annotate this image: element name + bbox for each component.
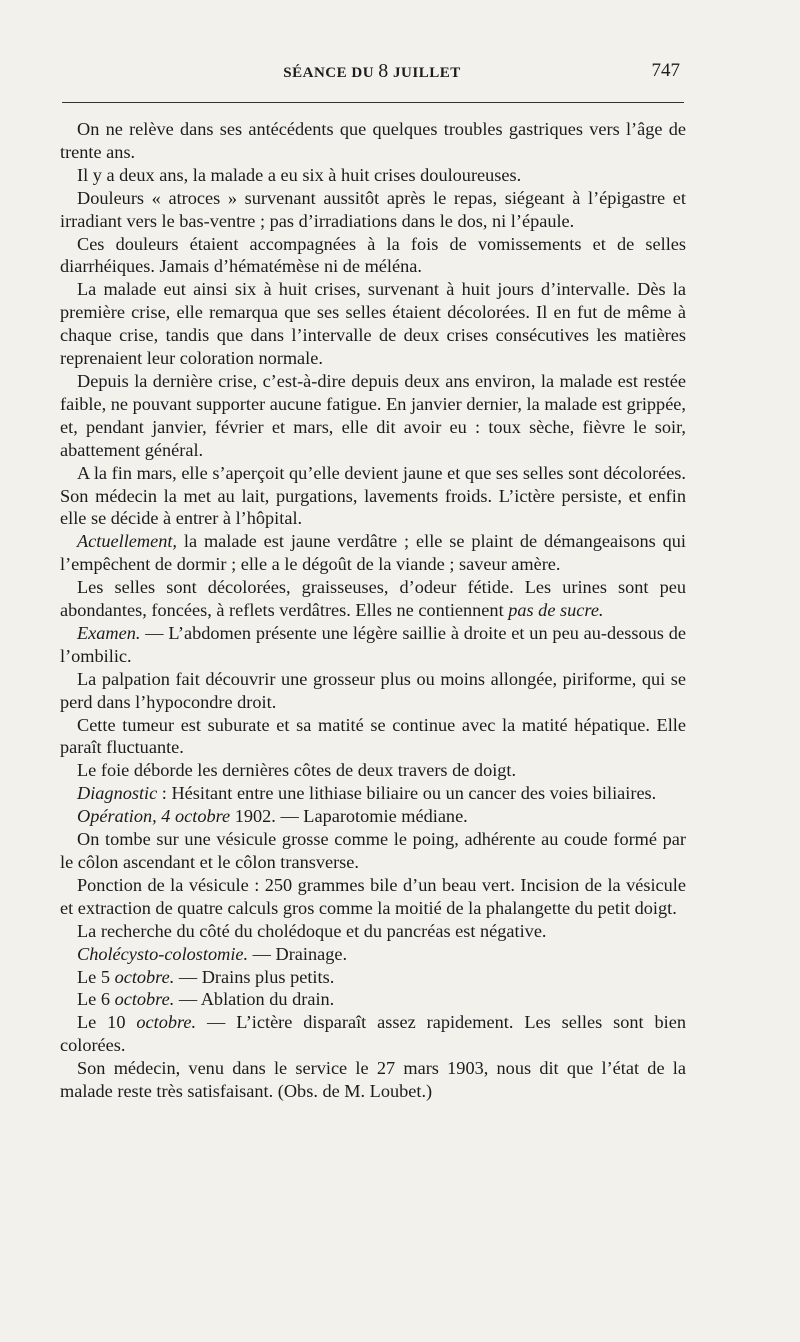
- paragraph: Actuellement, la malade est jaune verdâtre ; elle se plaint de démangeaisons qui l’empêchent de dormir ; elle a le dégoût de la viande ; saveur amère.: [60, 531, 686, 575]
- page-header: [62, 60, 682, 90]
- paragraph: La palpation fait découvrir une grosseur plus ou moins allongée, piriforme, qui se perd dans l’hypocondre droit.: [60, 668, 686, 712]
- running-title-prefix: SÉANCE DU: [283, 65, 375, 81]
- paragraph: Le foie déborde les dernières côtes de deux travers de doigt.: [77, 760, 517, 781]
- running-title: [62, 60, 682, 83]
- paragraph: Depuis la dernière crise, c’est-à-dire depuis deux ans environ, la malade est restée faible, ne pouvant supporter aucune fatigue. En janvier dernier, la malade est grippée, et, pendant janvier, février et mars, elle dit avoir eu : toux sèche, fièvre le soir, abattement général.: [60, 370, 686, 460]
- paragraph: Diagnostic : Hésitant entre une lithiase biliaire ou un cancer des voies biliaires.: [77, 783, 657, 804]
- paragraph: Examen. — L’abdomen présente une légère saillie à droite et un peu au-dessous de l’ombilic.: [60, 622, 686, 666]
- paragraph: Ponction de la vésicule : 250 grammes bile d’un beau vert. Incision de la vésicule et extraction de quatre calculs gros comme la moitié de la phalangette du petit doigt.: [60, 874, 686, 918]
- paragraph: Son médecin, venu dans le service le 27 mars 1903, nous dit que l’état de la malade reste très satisfaisant. (Obs. de M. Loubet.): [60, 1058, 686, 1102]
- paragraph: Douleurs « atroces » survenant aussitôt après le repas, siégeant à l’épigastre et irradiant vers le bas-ventre ; pas d’irradiations dans le dos, ni l’épaule.: [60, 187, 686, 231]
- paragraph: Il y a deux ans, la malade a eu six à huit crises douloureuses.: [77, 164, 522, 185]
- page-number: 747: [651, 60, 680, 81]
- paragraph: Opération, 4 octobre 1902. — Laparotomie médiane.: [77, 806, 468, 827]
- paragraph: Cette tumeur est suburate et sa matité se continue avec la matité hépatique. Elle paraît fluctuante.: [60, 714, 686, 758]
- paragraph: On ne relève dans ses antécédents que quelques troubles gastriques vers l’âge de trente ans.: [60, 119, 686, 162]
- running-title-day: 8: [378, 60, 389, 82]
- paragraph: Cholécysto-colostomie. — Drainage.: [77, 943, 348, 964]
- paragraph: On tombe sur une vésicule grosse comme le poing, adhérente au coude formé par le côlon ascendant et le côlon transverse.: [60, 829, 686, 872]
- running-title-month: JUILLET: [393, 65, 461, 81]
- paragraph: Ces douleurs étaient accompagnées à la fois de vomissements et de selles diarrhéiques. Jamais d’hématémèse ni de méléna.: [60, 233, 686, 277]
- paragraph: La recherche du côté du cholédoque et du pancréas est négative.: [77, 920, 547, 941]
- paragraph: Le 10 octobre. — L’ictère disparaît assez rapidement. Les selles sont bien colorées.: [60, 1012, 686, 1056]
- paragraph: Le 6 octobre. — Ablation du drain.: [77, 989, 335, 1010]
- body-text: [60, 118, 686, 1103]
- paragraph: Le 5 octobre. — Drains plus petits.: [77, 966, 335, 987]
- paragraph: A la fin mars, elle s’aperçoit qu’elle devient jaune et que ses selles sont décolorées. Son médecin la met au lait, purgations, lavements froids. L’ictère persiste, et enfin elle se décide à entrer à l’hôpital.: [60, 462, 686, 529]
- header-rule: [62, 102, 684, 103]
- paragraph: Les selles sont décolorées, graisseuses, d’odeur fétide. Les urines sont peu abondantes, foncées, à reflets verdâtres. Elles ne contiennent pas de sucre.: [60, 577, 686, 621]
- paragraph: La malade eut ainsi six à huit crises, survenant à huit jours d’intervalle. Dès la première crise, elle remarqua que ses selles étaient décolorées. Il en fut de même à chaque crise, tandis que dans l’intervalle de deux crises consécutives les matières reprenaient leur coloration normale.: [60, 279, 686, 369]
